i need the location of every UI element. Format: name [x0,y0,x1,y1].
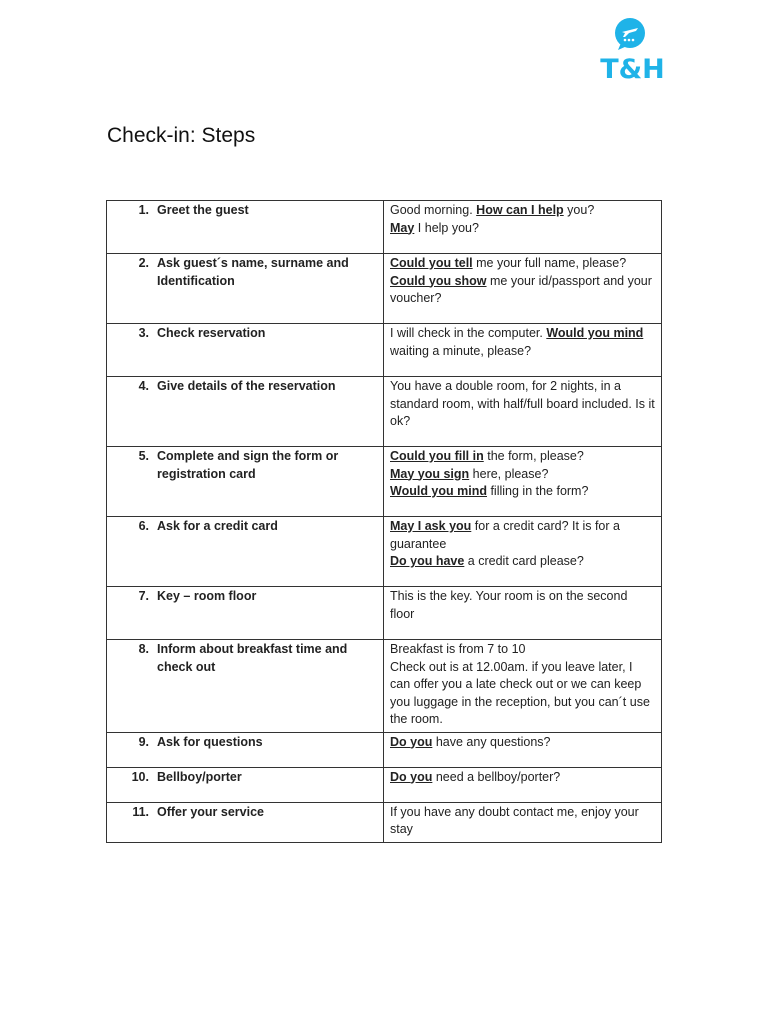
table-row [107,587,662,640]
step-number: 11. [132,804,149,819]
key-phrase: Do you have [390,554,465,568]
phrase-text: need a bellboy/porter? [432,769,561,784]
phrase-text: here, please? [469,466,549,481]
logo-text: T&H [600,54,665,85]
step-number: 10. [131,769,149,784]
phrase-text: I help you? [414,220,479,235]
key-phrase: May I ask you [390,519,472,533]
phrase-cell [384,587,662,640]
step-label: Greet the guest [157,203,249,217]
table-row [107,517,662,587]
step-label: Key – room floor [157,589,257,603]
table-row [107,447,662,517]
table-row [107,767,662,802]
phrase-cell [384,640,662,733]
phrase-line [390,734,655,752]
step-label: Give details of the reservation [157,379,336,393]
step-number: 8. [138,642,149,656]
phrase-text: me your full name, please? [472,256,627,270]
step-cell [107,254,384,324]
page-title: Check-in: Steps [107,124,256,147]
key-phrase: Could you fill in [390,449,484,463]
phrase-cell [384,767,662,802]
step-number: 4. [138,379,149,393]
phrase-text: This is the key. Your room is on the second floor [390,589,628,621]
key-phrase: May [390,220,415,235]
phrase-text: If you have any doubt contact me, enjoy your stay [390,804,639,836]
step-label: Check reservation [157,326,266,340]
step-number: 3. [138,326,149,340]
phrase-line [390,659,655,729]
key-phrase: Could you show [390,273,487,288]
step-cell [107,587,384,640]
company-logo [580,10,685,90]
key-phrase: Would you mind [546,326,644,340]
phrase-line [390,378,655,431]
phrase-line [390,448,655,466]
phrase-cell [384,447,662,517]
step-number: 7. [138,589,149,603]
step-cell [107,732,384,767]
phrase-line [390,518,655,553]
phrase-line [390,588,655,623]
phrase-text: Good morning. [390,203,477,217]
step-number: 5. [138,449,149,463]
step-cell [107,802,384,842]
phrase-text: I will check in the computer. [390,326,547,340]
step-cell [107,767,384,802]
phrase-line [390,325,655,360]
phrase-text: for a credit card? It is for a guarantee [390,519,620,551]
step-label: Offer your service [157,804,264,819]
table-row [107,732,662,767]
phrase-cell [384,201,662,254]
step-cell [107,640,384,733]
phrase-line [390,466,655,484]
phrase-line [390,483,655,501]
table-row [107,640,662,733]
phrase-cell [384,732,662,767]
step-cell [107,201,384,254]
key-phrase: How can I help [476,203,564,217]
phrase-line [390,641,655,659]
phrase-line [390,255,655,273]
phrase-text: a credit card please? [464,554,584,568]
step-number: 6. [138,519,149,533]
phrase-cell [384,254,662,324]
phrase-line [390,273,655,308]
phrase-text: Check out is at 12.00am. if you leave later, I can offer you a late check out or we can keep you luggage in the reception, but you can´t use the room. [390,659,650,726]
table-row [107,254,662,324]
check-in-steps-table [106,200,662,843]
phrase-text: you? [563,203,595,217]
phrase-line [390,202,655,220]
phrase-line [390,769,655,787]
step-label: Complete and sign the form or registration card [157,449,339,481]
phrase-cell [384,517,662,587]
step-number: 2. [138,256,149,270]
phrase-cell [384,377,662,447]
key-phrase: Do you [390,769,433,784]
step-cell [107,324,384,377]
plane-chat-bubble-icon [613,17,647,51]
step-label: Ask for a credit card [157,519,278,533]
phrase-text: You have a double room, for 2 nights, in a standard room, with half/full board included. Is it ok? [390,379,655,428]
table-row [107,377,662,447]
phrase-text: have any questions? [432,734,551,749]
phrase-text: me your id/passport and your voucher? [390,273,652,305]
step-cell [107,447,384,517]
step-label: Bellboy/porter [157,769,242,784]
table-row [107,201,662,254]
key-phrase: Do you [390,734,433,749]
phrase-text: the form, please? [483,449,584,463]
phrase-text: filling in the form? [486,484,589,498]
phrase-text: waiting a minute, please? [390,343,532,358]
step-number: 1. [138,203,149,217]
phrase-cell [384,324,662,377]
phrase-text: Breakfast is from 7 to 10 [390,642,526,656]
step-label: Inform about breakfast time and check out [157,642,348,674]
step-cell [107,517,384,587]
table-row [107,324,662,377]
key-phrase: Would you mind [390,484,487,498]
phrase-cell [384,802,662,842]
step-cell [107,377,384,447]
key-phrase: Could you tell [390,256,473,270]
step-number: 9. [138,734,149,749]
phrase-line [390,220,655,238]
step-label: Ask guest´s name, surname and Identification [157,256,349,288]
key-phrase: May you sign [390,466,470,481]
phrase-line [390,553,655,571]
table-row [107,802,662,842]
phrase-line [390,804,655,839]
step-label: Ask for questions [157,734,263,749]
